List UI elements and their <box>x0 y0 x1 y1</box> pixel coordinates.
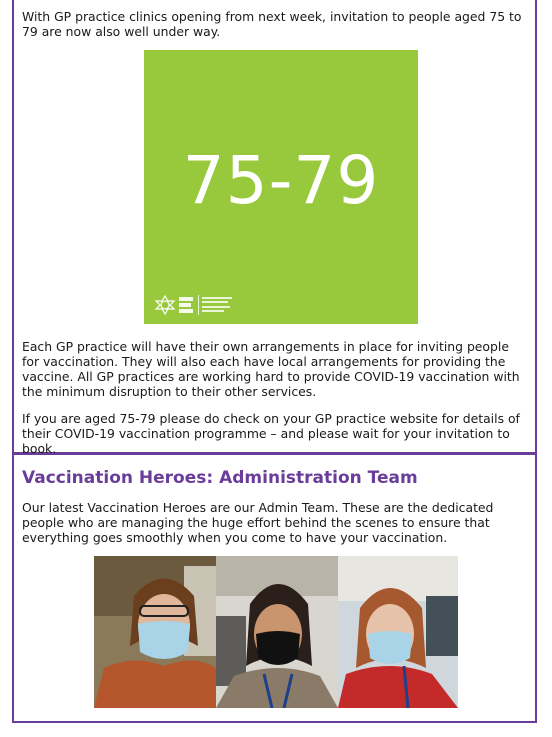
nhs-wales-logo <box>154 294 244 316</box>
admin-team-photo-2 <box>216 556 338 708</box>
admin-team-photo-3 <box>338 556 458 708</box>
heroes-paragraph: Our latest Vaccination Heroes are our Admin Team. These are the dedicated people who are managing the huge effort behind the scenes to ensure that everything goes smoothly when you come to have your vaccination. <box>22 500 494 545</box>
vaccine-update-section <box>12 0 537 454</box>
vaccination-heroes-section <box>12 453 537 723</box>
age-range-label: 75-79 <box>182 142 380 219</box>
intro-paragraph: With GP practice clinics opening from next week, invitation to people aged 75 to 79 are now also well under way. <box>22 9 522 39</box>
age-range-graphic <box>144 50 418 324</box>
admin-team-photo-1 <box>94 556 216 708</box>
check-website-paragraph: If you are aged 75-79 please do check on your GP practice website for details of their COVID-19 vaccination programme – and please wait for your invitation to book. <box>22 411 520 456</box>
section-heading: Vaccination Heroes: Administration Team <box>22 468 418 488</box>
gp-arrangements-paragraph: Each GP practice will have their own arrangements in place for inviting people for vaccination. They will also each have local arrangements for providing the vaccine. All GP practices are working hard to provide COVID-19 vaccination with the minimum disruption to their other services. <box>22 339 520 399</box>
admin-team-photo-collage <box>94 556 458 708</box>
